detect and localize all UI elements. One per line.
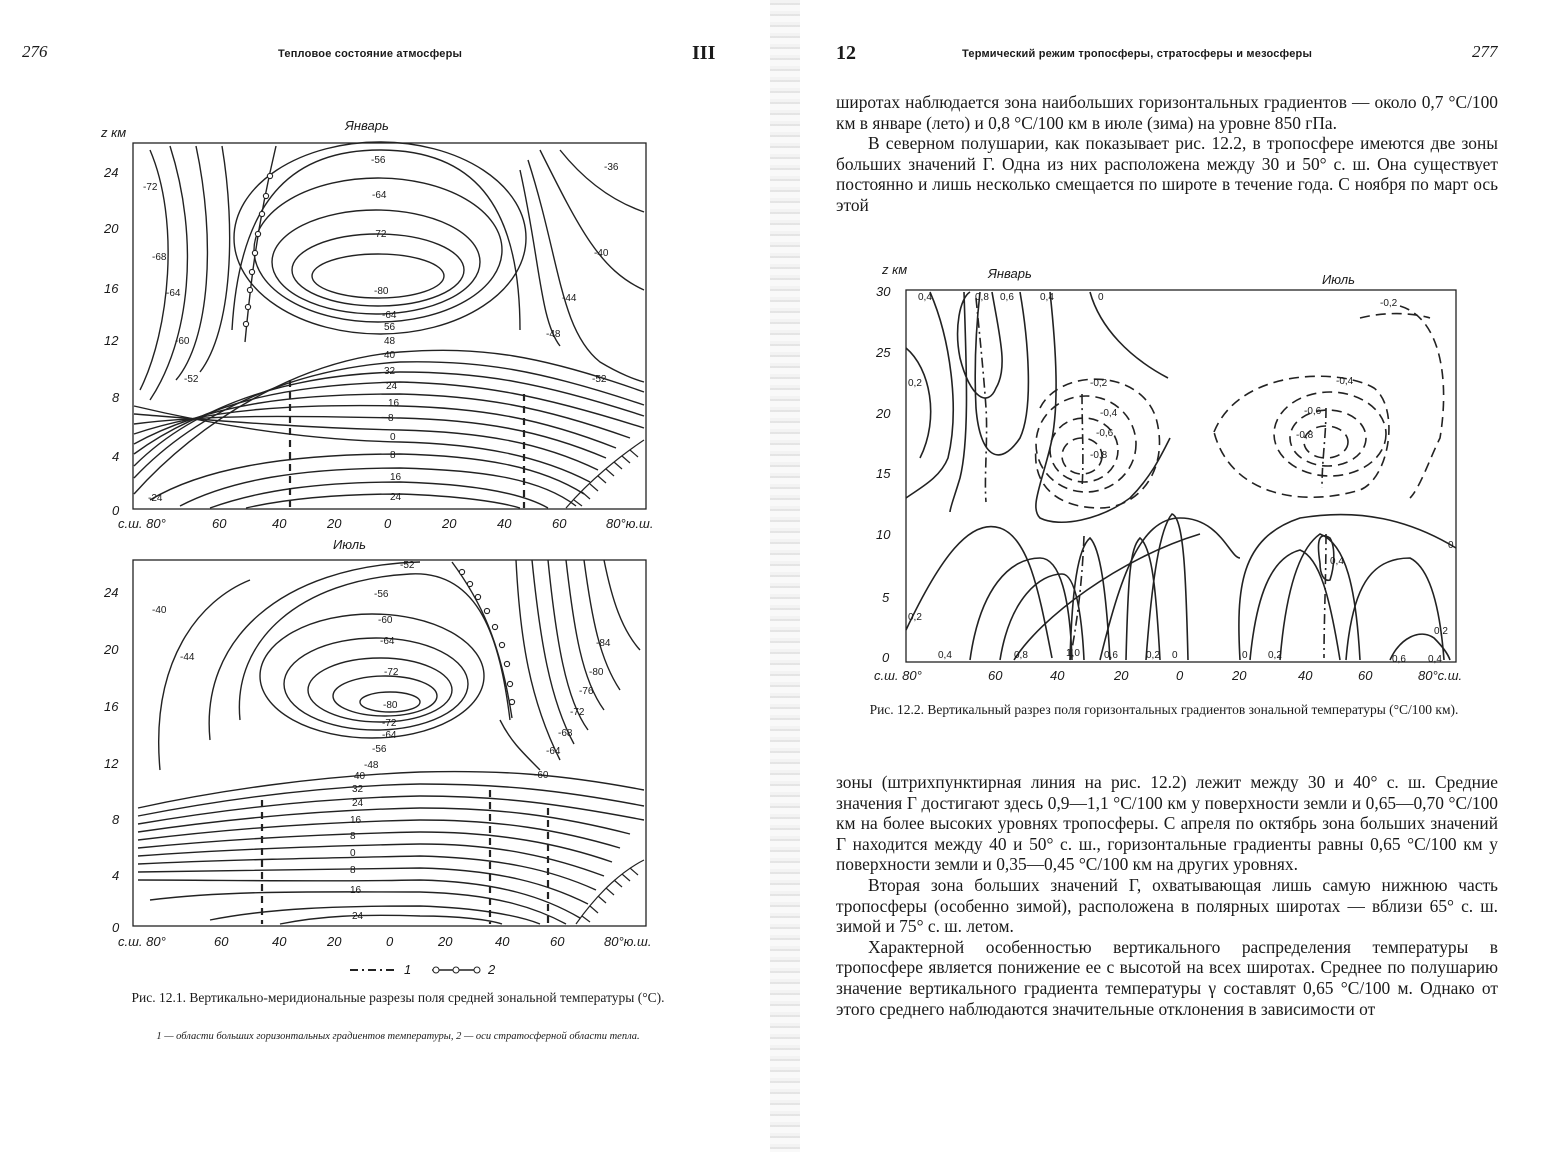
- jan-x-tick: 60: [552, 516, 567, 531]
- january-x-ticks: [118, 516, 653, 531]
- july-y-ticks: [103, 585, 120, 935]
- fig2-y-axis-title: z км: [882, 262, 908, 277]
- paragraph: В северном полушарии, как показывает рис. 12.2, в тропосфере имеются две зоны больших значений Г. Одна из них расположена между 30 и 50° с. ш. Она существует постоянно и лишь несколько смещается по широте в течение года. С ноября по март ось этой: [836, 133, 1498, 215]
- text-block-bottom: [836, 772, 1498, 1019]
- isotherm-label: -64: [546, 746, 561, 757]
- fig2-x-tick: 40: [1050, 668, 1065, 683]
- contour-label: -0,6: [1096, 428, 1114, 439]
- isotherm-label: -48: [364, 760, 379, 771]
- isotherm-label: -56: [372, 744, 387, 755]
- contour-label: 0,4: [1428, 654, 1442, 665]
- jul-x-tick: 20: [438, 934, 453, 949]
- section-number: 12: [836, 42, 856, 64]
- fig2-x-ticks: [874, 668, 1462, 683]
- contour-label: 0,2: [1146, 650, 1160, 661]
- jul-y-tick: 20: [104, 642, 119, 657]
- isotherm-label: -72: [382, 718, 397, 729]
- isotherm-label: -72: [143, 182, 158, 193]
- isotherm-label: -60: [175, 336, 190, 347]
- section-mark: III: [692, 42, 716, 64]
- jul-y-tick: 4: [112, 868, 120, 883]
- contour-label: 0: [1242, 650, 1248, 661]
- january-isotherm-labels: [143, 155, 619, 504]
- figure-12-2: [800, 258, 1566, 698]
- isotherm-label: -72: [570, 707, 585, 718]
- jan-y-tick: 8: [112, 390, 120, 405]
- isotherm-label: -72: [372, 229, 387, 240]
- isotherm-label: 24: [390, 492, 402, 503]
- isotherm-label: 40: [384, 350, 396, 361]
- isotherm-label: -52: [400, 560, 415, 571]
- fig2-y-tick: 15: [876, 466, 891, 481]
- isotherm-label: 48: [384, 336, 396, 347]
- jan-x-tick: 40: [272, 516, 287, 531]
- contour-label: -0,8: [1090, 450, 1108, 461]
- isotherm-label: -64: [382, 310, 397, 321]
- right-page-number: 277: [1472, 42, 1498, 61]
- jul-y-tick: 16: [104, 699, 119, 714]
- contour-label: 0,4: [1040, 292, 1054, 303]
- fig1-caption: Рис. 12.1. Вертикально-меридиональные разрезы поля средней зональной температуры (°С).: [131, 990, 665, 1005]
- contour-label: 0,8: [975, 292, 989, 303]
- isotherm-label: 40: [354, 771, 366, 782]
- jan-x-tick: 40: [497, 516, 512, 531]
- jul-x-tick: 40: [495, 934, 510, 949]
- isotherm-label: 0: [390, 432, 396, 443]
- fig2-x-tick: с.ш. 80°: [874, 668, 922, 683]
- isotherm-label: -76: [579, 686, 594, 697]
- jul-x-tick: 40: [272, 934, 287, 949]
- contour-label: -0,4: [1336, 376, 1354, 387]
- jul-y-tick: 0: [112, 920, 120, 935]
- fig2-y-tick: 5: [882, 590, 890, 605]
- jul-x-tick: 60: [550, 934, 565, 949]
- figure-12-1: [0, 0, 770, 990]
- fig2-x-tick: 20: [1114, 668, 1129, 683]
- contour-label: 0,2: [1268, 650, 1282, 661]
- fig2-x-tick: 0: [1176, 668, 1184, 683]
- contour-label: 0,4: [1330, 556, 1344, 567]
- isotherm-label: -56: [374, 589, 389, 600]
- left-page: [0, 0, 770, 1152]
- fig2-x-tick: 40: [1298, 668, 1313, 683]
- fig2-x-tick: 80°с.ш.: [1418, 668, 1463, 683]
- isotherm-label: -68: [558, 728, 573, 739]
- contour-label: 0,4: [938, 650, 952, 661]
- january-title: Январь: [345, 118, 389, 133]
- jan-x-tick: 80°ю.ш.: [606, 516, 654, 531]
- fig2-y-tick: 10: [876, 527, 891, 542]
- isotherm-label: -56: [371, 155, 386, 166]
- paragraph: Вторая зона больших значений Г, охватывающая лишь самую нижнюю часть тропосферы (особенно зимой), расположена в полярных широтах — вблизи 65° с. ш. зимой и 75° с. ш. летом.: [836, 874, 1498, 937]
- isotherm-label: 8: [390, 450, 396, 461]
- fig2-contour-labels: [908, 292, 1454, 665]
- isotherm-label: 56: [384, 322, 396, 333]
- paragraph: Характерной особенностью вертикального распределения температуры в тропосфере является понижение ее с высотой на всех широтах. Среднее по полушарию значение вертикального градиента температуры γ составлят 0,65 °С/100 м. Однако от этого среднего наблюдаются значительные отклонения в зависимости от: [836, 936, 1498, 1019]
- left-running-title: Тепловое состояние атмосферы: [278, 48, 463, 60]
- isotherm-label: -64: [372, 190, 387, 201]
- contour-label: 0,8: [1014, 650, 1028, 661]
- right-running-title: Термический режим тропосферы, стратосферы и мезосферы: [962, 48, 1313, 60]
- isotherm-label: 24: [386, 381, 398, 392]
- contour-label: -0,8: [1296, 430, 1314, 441]
- fig1-note: 1 — области больших горизонтальных градиентов температуры, 2 — оси стратосферной области тепла.: [156, 1031, 640, 1042]
- isotherm-label: -52: [184, 374, 199, 385]
- fig2-y-tick: 20: [876, 406, 891, 421]
- contour-label: 0: [1172, 650, 1178, 661]
- isotherm-label: -44: [180, 652, 195, 663]
- isotherm-label: 32: [352, 784, 364, 795]
- fig2-panel-title-january: Январь: [988, 266, 1032, 281]
- isotherm-label: -40: [594, 248, 609, 259]
- contour-label: 0,6: [1104, 650, 1118, 661]
- contour-label: 0,6: [1392, 654, 1406, 665]
- isotherm-label: 24: [352, 911, 364, 922]
- isotherm-label: 0: [350, 848, 356, 859]
- isotherm-label: -64: [380, 636, 395, 647]
- fig2-y-tick: 30: [876, 284, 891, 299]
- contour-label: -0,2: [1090, 378, 1108, 389]
- isotherm-label: 8: [350, 865, 356, 876]
- fig2-x-tick: 60: [988, 668, 1003, 683]
- jul-x-tick: 80°ю.ш.: [604, 934, 652, 949]
- contour-label: -0,2: [1380, 298, 1398, 309]
- jul-x-tick: 20: [327, 934, 342, 949]
- isotherm-label: -64: [382, 730, 397, 741]
- contour-label: -0,4: [1100, 408, 1118, 419]
- isotherm-label: -80: [589, 667, 604, 678]
- isotherm-label: -48: [546, 329, 561, 340]
- jul-y-tick: 8: [112, 812, 120, 827]
- jan-y-tick: 16: [104, 281, 119, 296]
- isotherm-label: -60: [534, 770, 549, 781]
- fig1-y-axis-title: z км: [101, 125, 127, 140]
- july-x-ticks: [118, 934, 651, 949]
- january-panel: [103, 118, 653, 531]
- jan-x-tick: 20: [442, 516, 457, 531]
- paragraph: зоны (штрихпунктирная линия на рис. 12.2) лежит между 30 и 40° с. ш. Средние значения Г достигают здесь 0,9—1,1 °С/100 км у поверхности земли и 0,65—0,70 °С/100 км на более высоких уровнях тропосферы. С апреля по октябрь зона больших значений Г находится между 40 и 50° с. ш., горизонтальные градиенты равны 0,65 °С/100 км у поверхности земли и 0,35—0,45 °С/100 км на других уровнях.: [836, 772, 1498, 875]
- july-panel: [103, 537, 651, 949]
- jan-y-tick: 4: [112, 449, 120, 464]
- isotherm-label: -68: [152, 252, 167, 263]
- isotherm-label: -24: [148, 493, 163, 504]
- jan-x-tick: с.ш. 80°: [118, 516, 166, 531]
- jan-x-tick: 20: [327, 516, 342, 531]
- jul-y-tick: 24: [104, 585, 119, 600]
- january-y-ticks: [103, 165, 120, 518]
- isotherm-label: -64: [166, 288, 181, 299]
- fig2-caption: Рис. 12.2. Вертикальный разрез поля горизонтальных градиентов зональной температуры (°С/100 км).: [869, 702, 1459, 717]
- isotherm-label: 16: [350, 885, 362, 896]
- isotherm-label: 24: [352, 798, 364, 809]
- july-title: Июль: [333, 537, 366, 552]
- contour-label: 0,6: [1000, 292, 1014, 303]
- isotherm-label: -84: [596, 638, 611, 649]
- left-page-number: 276: [22, 42, 48, 61]
- contour-label: 0,2: [908, 378, 922, 389]
- jul-x-tick: 0: [386, 934, 394, 949]
- july-isotherm-labels: [152, 560, 611, 922]
- isotherm-label: 16: [388, 398, 400, 409]
- isotherm-label: -80: [383, 700, 398, 711]
- jan-y-tick: 20: [104, 221, 119, 236]
- contour-label: 0: [1098, 292, 1104, 303]
- isotherm-label: -36: [604, 162, 619, 173]
- isotherm-label: -40: [152, 605, 167, 616]
- isotherm-label: 8: [350, 831, 356, 842]
- contour-label: 0,2: [908, 612, 922, 623]
- fig2-x-tick: 20: [1232, 668, 1247, 683]
- book-gutter: [770, 0, 800, 1152]
- legend-label-1: 1: [404, 962, 412, 977]
- legend-label-2: 2: [488, 962, 496, 977]
- contour-label: 0,4: [918, 292, 932, 303]
- isotherm-label: 32: [384, 366, 396, 377]
- isotherm-label: 16: [390, 472, 402, 483]
- isotherm-label: -44: [562, 293, 577, 304]
- fig2-panel-title-july: Июль: [1322, 272, 1355, 287]
- jul-x-tick: с.ш. 80°: [118, 934, 166, 949]
- contour-label: 1,0: [1066, 648, 1080, 659]
- isotherm-label: 8: [388, 413, 394, 424]
- jul-x-tick: 60: [214, 934, 229, 949]
- fig2-y-ticks: [875, 284, 891, 665]
- jan-x-tick: 60: [212, 516, 227, 531]
- isotherm-label: -80: [374, 286, 389, 297]
- fig2-y-tick: 25: [876, 345, 891, 360]
- isotherm-label: 16: [350, 815, 362, 826]
- contour-label: 0: [1448, 540, 1454, 551]
- contour-label: -0,6: [1304, 406, 1322, 417]
- jan-y-tick: 24: [104, 165, 119, 180]
- isotherm-label: -72: [384, 667, 399, 678]
- jan-y-tick: 12: [104, 333, 119, 348]
- isotherm-label: -52: [592, 374, 607, 385]
- contour-label: 0,2: [1434, 626, 1448, 637]
- jan-y-tick: 0: [112, 503, 120, 518]
- jul-y-tick: 12: [104, 756, 119, 771]
- isotherm-label: -60: [378, 615, 393, 626]
- jan-x-tick: 0: [384, 516, 392, 531]
- paragraph: широтах наблюдается зона наибольших горизонтальных градиентов — около 0,7 °С/100 км в январе (лето) и 0,8 °С/100 км в июле (зима) на уровне 850 гПа.: [836, 92, 1498, 133]
- fig2-x-tick: 60: [1358, 668, 1373, 683]
- text-block-top: [836, 92, 1498, 216]
- fig2-y-tick: 0: [882, 650, 890, 665]
- fig1-legend: [350, 962, 496, 977]
